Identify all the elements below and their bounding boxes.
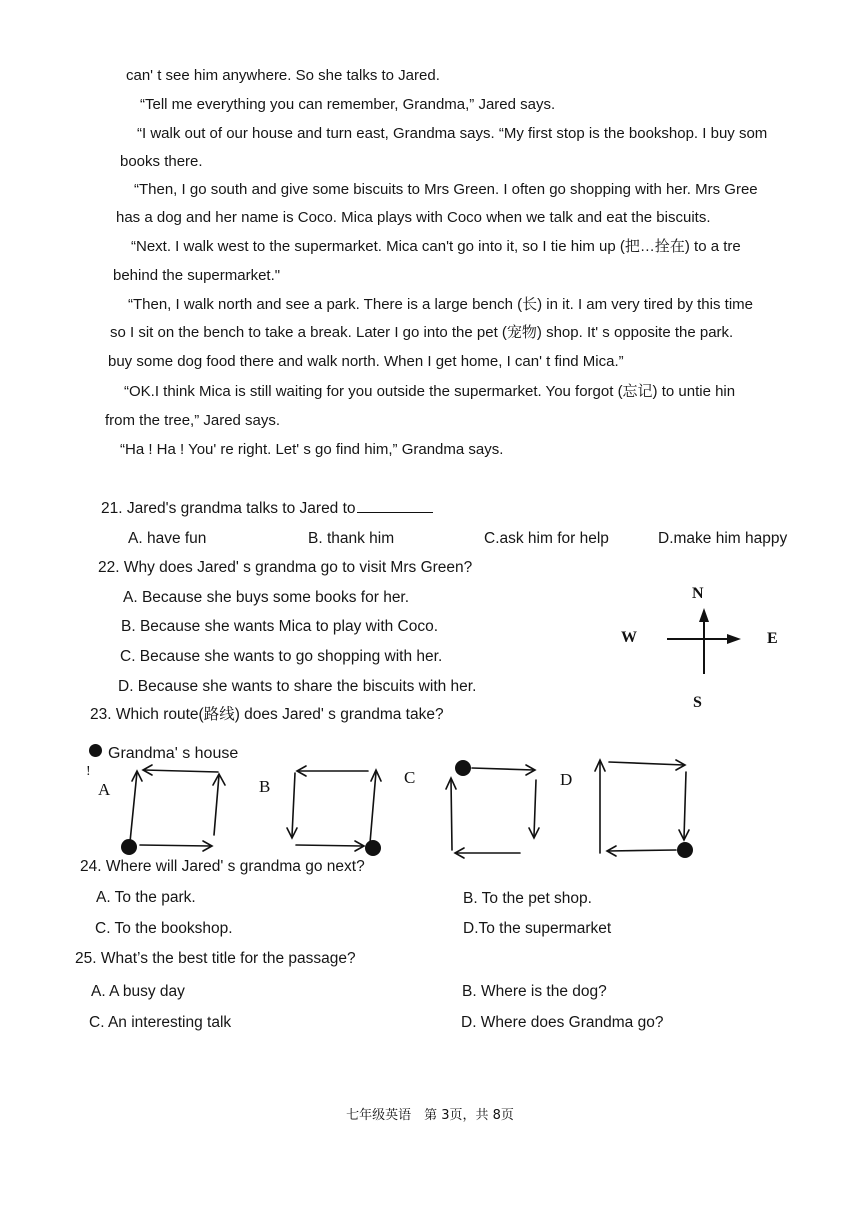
passage-line: books there. — [120, 153, 203, 170]
q22-option-b[interactable]: B. Because she wants Mica to play with Coco. — [121, 618, 439, 635]
route-c-start-dot — [455, 760, 471, 776]
q25-option-b[interactable]: B. Where is the dog? — [462, 983, 607, 1000]
compass-south-label: S — [693, 694, 702, 711]
route-b-start-dot — [365, 840, 381, 856]
passage-line: “Tell me everything you can remember, Grandma,” Jared says. — [140, 96, 556, 113]
q24-option-a[interactable]: A. To the park. — [96, 889, 196, 906]
route-b-diagram — [287, 766, 381, 851]
q25-option-c[interactable]: C. An interesting talk — [89, 1014, 232, 1031]
passage-line: can' t see him anywhere. So she talks to Jared. — [126, 67, 440, 84]
question-25-stem: 25. What’s the best title for the passage? — [75, 950, 356, 967]
question-23-stem: 23. Which route(路线) does Jared' s grandma take? — [90, 706, 444, 723]
q25-option-d[interactable]: D. Where does Grandma go? — [461, 1014, 664, 1031]
passage-line: “I walk out of our house and turn east, Grandma says. “My first stop is the bookshop. I buy som — [137, 125, 768, 142]
q22-option-c[interactable]: C. Because she wants to go shopping with her. — [120, 648, 443, 665]
page-footer: 七年级英语 第 3页，共 8页 — [346, 1108, 514, 1123]
route-a-start-dot — [121, 839, 137, 855]
q21-option-a[interactable]: A. have fun — [128, 530, 207, 547]
question-22-stem: 22. Why does Jared' s grandma go to visit Mrs Green? — [98, 559, 473, 576]
passage-line: “OK.I think Mica is still waiting for you outside the supermarket. You forgot (忘记) to untie hin — [124, 383, 736, 400]
passage-line: so I sit on the bench to take a break. Later I go into the pet (宠物) shop. It' s opposite the park. — [110, 324, 734, 341]
question-21-stem: 21. Jared's grandma talks to Jared to — [101, 500, 356, 517]
q22-option-d[interactable]: D. Because she wants to share the biscuits with her. — [118, 678, 477, 695]
q21-option-b[interactable]: B. thank him — [308, 530, 395, 547]
route-a-diagram — [130, 765, 225, 851]
route-label-b[interactable]: B — [259, 777, 271, 796]
passage-line: behind the supermarket." — [113, 267, 281, 284]
q22-option-a[interactable]: A. Because she buys some books for her. — [123, 589, 410, 606]
q21-option-d[interactable]: D.make him happy — [658, 530, 788, 547]
stray-tick-mark: ! — [86, 764, 91, 779]
route-d-start-dot — [677, 842, 693, 858]
compass-west-label: W — [621, 629, 637, 646]
route-label-d[interactable]: D — [560, 770, 573, 789]
passage-line: “Then, I walk north and see a park. There is a large bench (长) in it. I am very tired by this time — [128, 296, 753, 313]
route-label-c[interactable]: C — [404, 768, 416, 787]
compass-east-label: E — [767, 630, 778, 647]
passage-line: has a dog and her name is Coco. Mica plays with Coco when we talk and eat the biscuits. — [116, 209, 711, 226]
q24-option-c[interactable]: C. To the bookshop. — [95, 920, 233, 937]
q24-option-b[interactable]: B. To the pet shop. — [463, 890, 592, 907]
compass-north-label: N — [692, 585, 704, 602]
q25-option-a[interactable]: A. A busy day — [91, 983, 185, 1000]
passage-line: “Then, I go south and give some biscuits to Mrs Green. I often go shopping with her. Mrs Gree — [134, 181, 758, 198]
passage-line: from the tree,” Jared says. — [105, 412, 281, 429]
question-24-stem: 24. Where will Jared' s grandma go next? — [80, 858, 365, 875]
route-d-diagram — [595, 760, 689, 856]
q21-option-c[interactable]: C.ask him for help — [484, 530, 609, 547]
passage-line: “Ha ! Ha ! You' re right. Let' s go find him,” Grandma says. — [120, 441, 504, 458]
passage-line: buy some dog food there and walk north. When I get home, I can' t find Mica.” — [108, 353, 624, 370]
q24-option-d[interactable]: D.To the supermarket — [463, 920, 612, 937]
passage-line: “Next. I walk west to the supermarket. Mica can't go into it, so I tie him up (把…拴在) to a tre — [131, 238, 741, 255]
grandmas-house-legend: Grandma' s house — [108, 745, 239, 762]
route-c-diagram — [446, 765, 539, 858]
route-label-a[interactable]: A — [98, 780, 111, 799]
